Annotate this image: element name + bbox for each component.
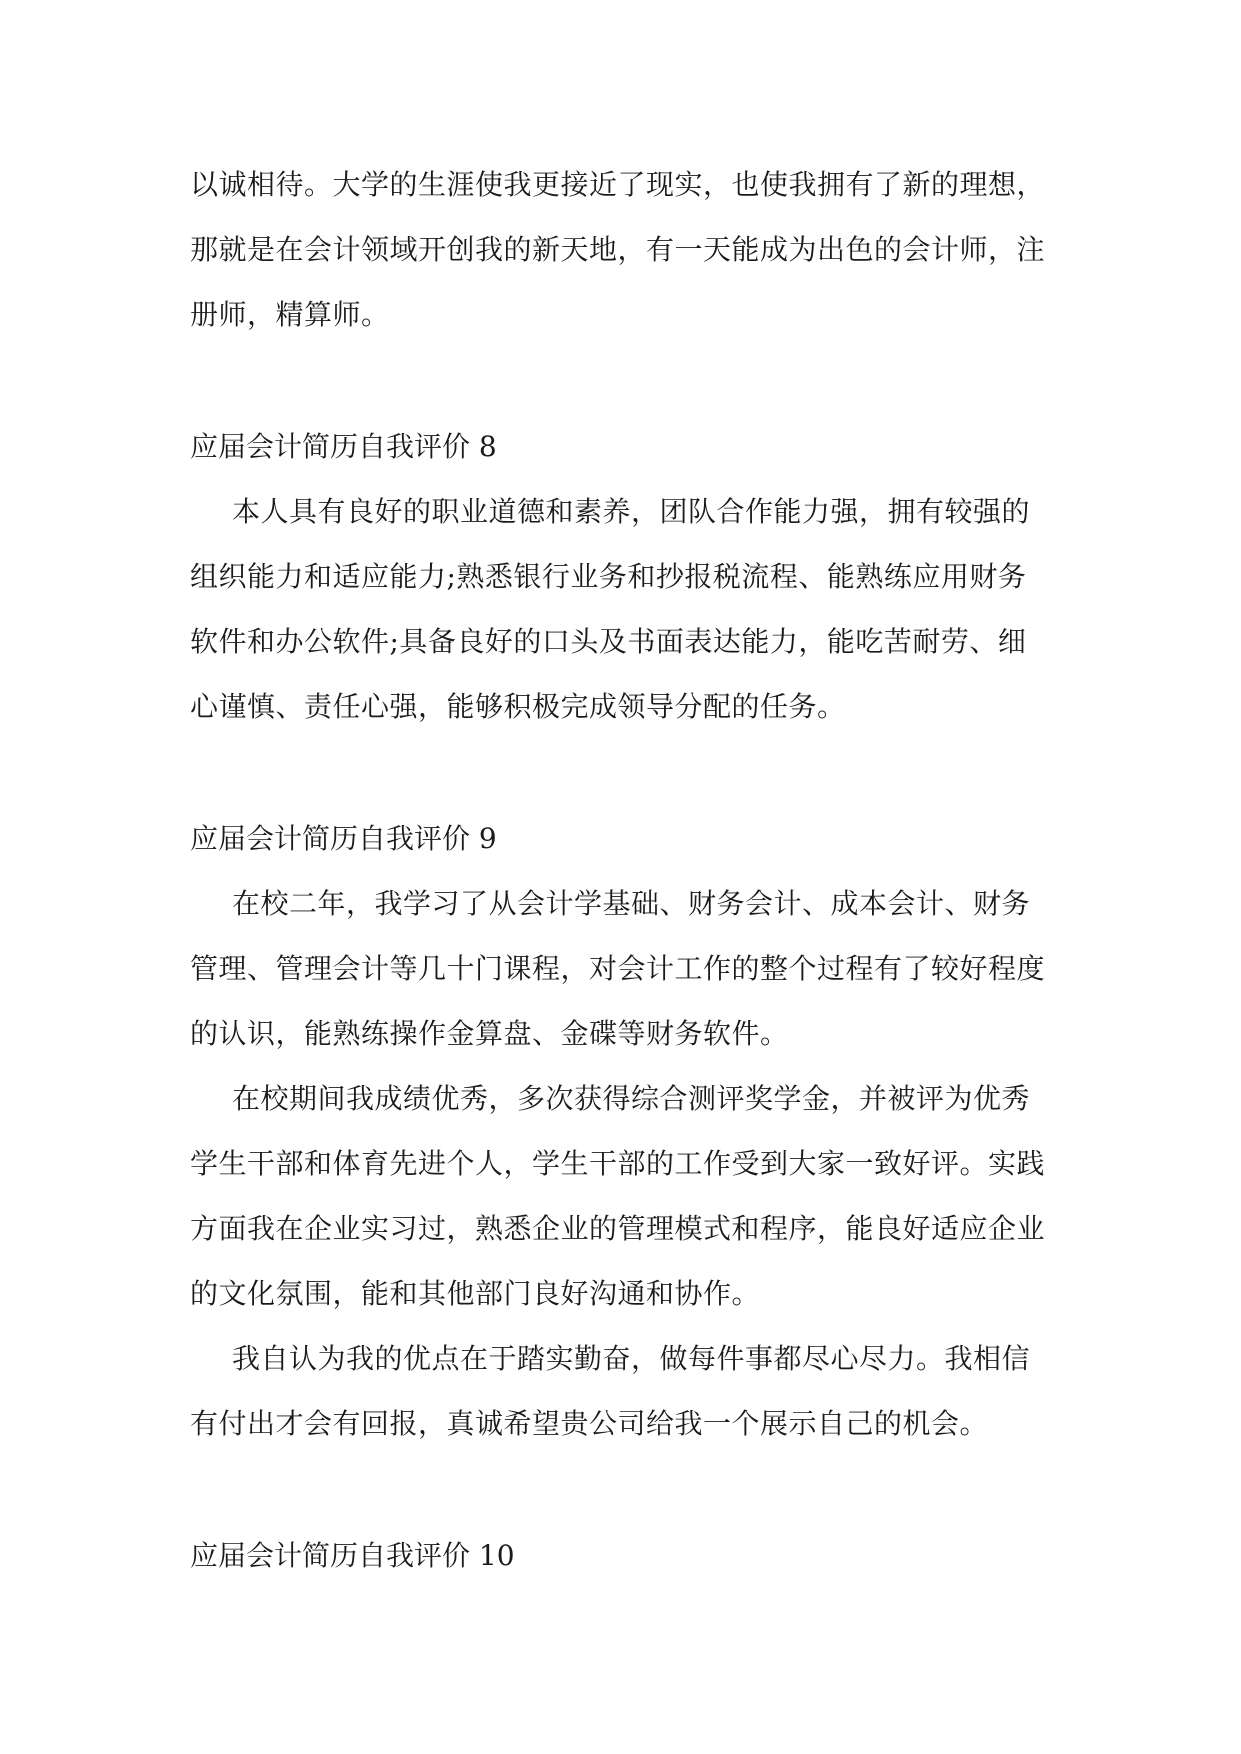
section-8-p1-line-1: 本人具有良好的职业道德和素养，团队合作能力强，拥有较强的: [232, 495, 1031, 528]
section-9-p2-line-3: 方面我在企业实习过，熟悉企业的管理模式和程序，能良好适应企业: [190, 1212, 1046, 1245]
section-9-p2-line-1: 在校期间我成绩优秀，多次获得综合测评奖学金，并被评为优秀: [232, 1082, 1031, 1115]
section-8-p1-line-3: 软件和办公软件;具备良好的口头及书面表达能力，能吃苦耐劳、细: [190, 625, 1027, 658]
section-8-heading: 应届会计简历自我评价 8: [190, 430, 497, 463]
section-9-p1-line-2: 管理、管理会计等几十门课程，对会计工作的整个过程有了较好程度: [190, 952, 1046, 985]
section-9-heading: 应届会计简历自我评价 9: [190, 822, 497, 855]
section-9-p2-line-2: 学生干部和体育先进个人，学生干部的工作受到大家一致好评。实践: [190, 1147, 1046, 1180]
section-9-p3-line-1: 我自认为我的优点在于踏实勤奋，做每件事都尽心尽力。我相信: [232, 1342, 1031, 1375]
intro-line-1: 以诚相待。大学的生涯使我更接近了现实，也使我拥有了新的理想，: [190, 168, 1046, 201]
intro-line-3: 册师，精算师。: [190, 298, 390, 331]
section-8-p1-line-2: 组织能力和适应能力;熟悉银行业务和抄报税流程、能熟练应用财务: [190, 560, 1027, 593]
section-9-p2-line-4: 的文化氛围，能和其他部门良好沟通和协作。: [190, 1277, 761, 1310]
section-8-p1-line-4: 心谨慎、责任心强，能够积极完成领导分配的任务。: [190, 690, 846, 723]
section-9-p3-line-2: 有付出才会有回报，真诚希望贵公司给我一个展示自己的机会。: [190, 1407, 989, 1440]
section-10-heading: 应届会计简历自我评价 10: [190, 1539, 515, 1572]
intro-line-2: 那就是在会计领域开创我的新天地，有一天能成为出色的会计师，注: [190, 233, 1046, 266]
section-9-p1-line-3: 的认识，能熟练操作金算盘、金碟等财务软件。: [190, 1017, 789, 1050]
section-9-p1-line-1: 在校二年，我学习了从会计学基础、财务会计、成本会计、财务: [232, 887, 1031, 920]
